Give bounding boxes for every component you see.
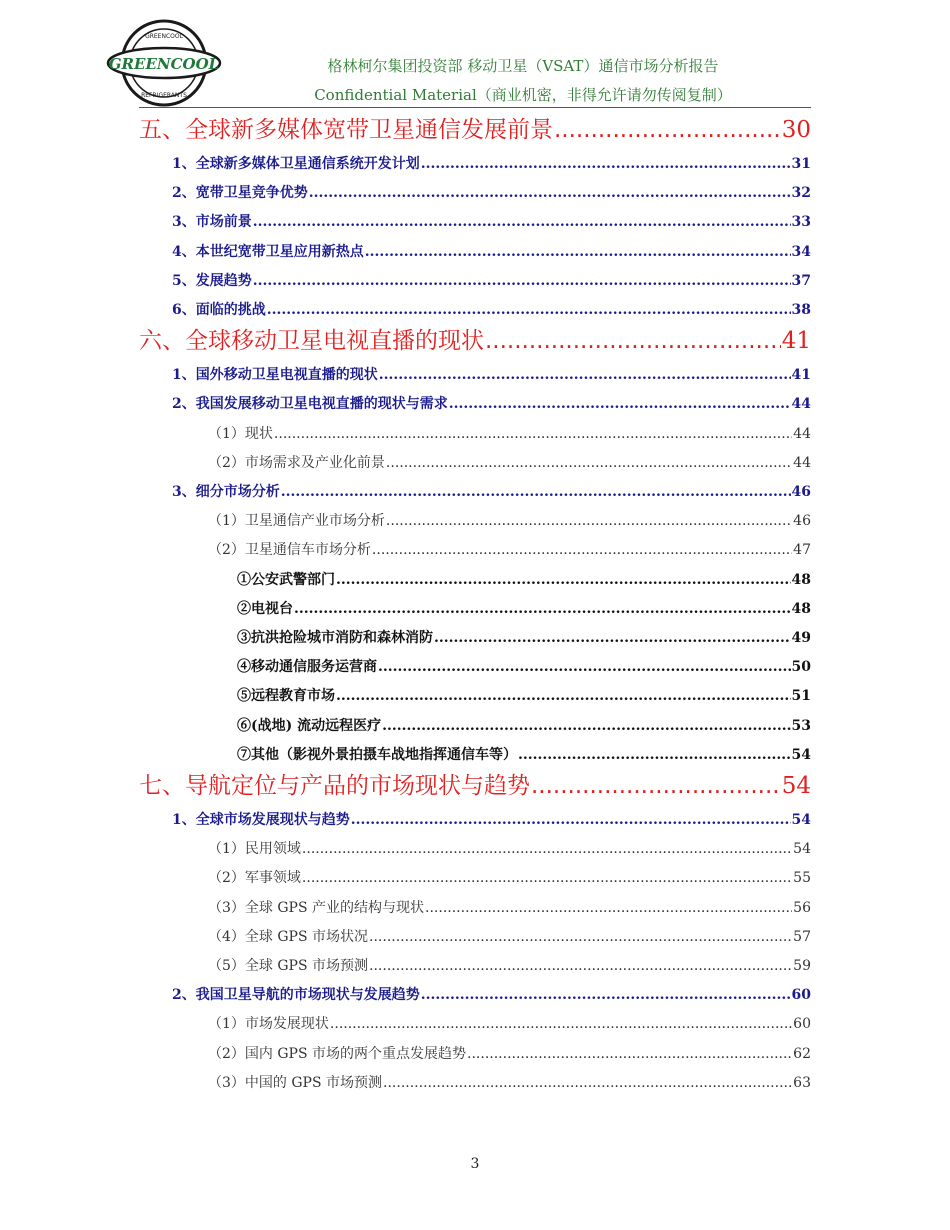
toc-entry-title: （1）市场发展现状 bbox=[208, 1016, 329, 1033]
toc-leader-dots bbox=[274, 423, 792, 445]
page-number: 3 bbox=[470, 1156, 480, 1172]
toc-entry-page: 32 bbox=[791, 185, 811, 202]
toc-entry-title: 1、全球新多媒体卫星通信系统开发计划 bbox=[172, 156, 420, 172]
toc-entry-title: 3、细分市场分析 bbox=[172, 484, 280, 500]
toc-leader-dots bbox=[351, 809, 791, 831]
toc-entry-page: 41 bbox=[781, 328, 811, 355]
toc-entry-level1[interactable] bbox=[139, 325, 811, 357]
toc-entry-page: 41 bbox=[791, 367, 811, 384]
toc-entry-page: 55 bbox=[793, 870, 811, 887]
toc-entry-level2[interactable] bbox=[172, 809, 811, 831]
toc-entry-title: 1、国外移动卫星电视直播的现状 bbox=[172, 367, 378, 384]
toc-entry-title: （5）全球 GPS 市场预测 bbox=[208, 958, 369, 974]
toc-entry-title: 七、导航定位与产品的市场现状与趋势 bbox=[139, 773, 530, 799]
toc-leader-dots bbox=[336, 685, 791, 707]
toc-entry-level2[interactable] bbox=[172, 299, 811, 321]
toc-entry-page: 56 bbox=[793, 899, 811, 916]
toc-entry-level3[interactable] bbox=[208, 452, 811, 474]
toc-entry-level2[interactable] bbox=[172, 182, 811, 204]
toc-leader-dots bbox=[467, 1043, 792, 1065]
toc-entry-level3[interactable] bbox=[208, 539, 811, 561]
toc-leader-dots bbox=[485, 325, 781, 357]
toc-entry-level4[interactable] bbox=[237, 656, 811, 678]
toc-entry-level4[interactable] bbox=[237, 598, 811, 620]
toc-entry-level1[interactable] bbox=[139, 770, 811, 802]
toc-entry-title: （1）现状 bbox=[208, 425, 273, 442]
toc-leader-dots bbox=[302, 867, 792, 889]
toc-entry-page: 51 bbox=[791, 688, 811, 705]
toc-entry-page: 31 bbox=[791, 156, 811, 172]
toc-entry-page: 54 bbox=[791, 746, 811, 763]
toc-entry-title: 1、全球市场发展现状与趋势 bbox=[172, 812, 350, 828]
toc-entry-level3[interactable] bbox=[208, 838, 811, 860]
toc-entry-title: （1）民用领域 bbox=[208, 841, 301, 858]
toc-leader-dots bbox=[281, 481, 791, 503]
toc-entry-page: 54 bbox=[791, 812, 811, 828]
toc-entry-page: 38 bbox=[791, 302, 811, 318]
toc-leader-dots bbox=[309, 182, 791, 204]
toc-leader-dots bbox=[379, 364, 791, 386]
toc-entry-level4[interactable] bbox=[237, 685, 811, 707]
toc-entry-level3[interactable] bbox=[208, 955, 811, 977]
toc-entry-title: 4、本世纪宽带卫星应用新热点 bbox=[172, 243, 364, 260]
toc-entry-title: ①公安武警部门 bbox=[237, 571, 335, 588]
toc-leader-dots bbox=[449, 393, 791, 415]
toc-entry-title: ②电视台 bbox=[237, 600, 293, 617]
toc-leader-dots bbox=[294, 598, 791, 620]
toc-entry-level3[interactable] bbox=[208, 1072, 811, 1094]
toc-entry-title: ⑤远程教育市场 bbox=[237, 688, 335, 705]
logo-ring-bottom: REFRIGERANTS bbox=[141, 92, 187, 99]
toc-entry-page: 60 bbox=[793, 1016, 811, 1033]
toc-leader-dots bbox=[421, 984, 791, 1006]
toc-entry-title: 六、全球移动卫星电视直播的现状 bbox=[139, 328, 484, 355]
toc-leader-dots bbox=[386, 452, 792, 474]
toc-leader-dots bbox=[383, 1072, 792, 1094]
toc-entry-page: 44 bbox=[791, 396, 811, 413]
toc-entry-level3[interactable] bbox=[208, 1013, 811, 1035]
toc-entry-page: 33 bbox=[791, 214, 811, 231]
toc-entry-title: （3）全球 GPS 产业的结构与现状 bbox=[208, 899, 425, 916]
toc-entry-page: 50 bbox=[791, 659, 811, 676]
toc-entry-level2[interactable] bbox=[172, 270, 811, 292]
toc-entry-page: 47 bbox=[793, 542, 811, 559]
toc-entry-page: 37 bbox=[791, 272, 811, 289]
toc-entry-title: （4）全球 GPS 市场状况 bbox=[208, 928, 369, 945]
toc-leader-dots bbox=[330, 1013, 792, 1035]
header-titles bbox=[235, 56, 811, 105]
toc-entry-level2[interactable] bbox=[172, 211, 811, 233]
toc-entry-level3[interactable] bbox=[208, 867, 811, 889]
logo-wordmark: GREENCOOL bbox=[108, 55, 220, 73]
toc-entry-level2[interactable] bbox=[172, 364, 811, 386]
toc-entry-title: 2、宽带卫星竞争优势 bbox=[172, 185, 308, 202]
toc-entry-title: ⑦其他（影视外景拍摄车战地指挥通信车等） bbox=[237, 746, 517, 763]
toc-leader-dots bbox=[382, 715, 790, 737]
toc-entry-title: （2）国内 GPS 市场的两个重点发展趋势 bbox=[208, 1045, 467, 1062]
toc-entry-page: 48 bbox=[791, 600, 811, 617]
toc-leader-dots bbox=[518, 744, 791, 766]
toc-leader-dots bbox=[267, 299, 791, 321]
toc-entry-level2[interactable] bbox=[172, 153, 811, 175]
toc-leader-dots bbox=[425, 897, 792, 919]
toc-leader-dots bbox=[386, 510, 792, 532]
toc-entry-level3[interactable] bbox=[208, 510, 811, 532]
toc-entry-title: （2）卫星通信车市场分析 bbox=[208, 542, 371, 559]
toc-leader-dots bbox=[302, 838, 792, 860]
toc-entry-title: ⑥(战地) 流动远程医疗 bbox=[237, 717, 382, 734]
toc-entry-title: 2、我国发展移动卫星电视直播的现状与需求 bbox=[172, 396, 448, 413]
logo-ring-top: GREENCOOL bbox=[145, 33, 183, 40]
toc-entry-level2[interactable] bbox=[172, 393, 811, 415]
toc-entry-page: 34 bbox=[791, 243, 811, 260]
toc-entry-page: 46 bbox=[791, 484, 811, 500]
toc-entry-title: ③抗洪抢险城市消防和森林消防 bbox=[237, 630, 433, 646]
toc-entry-page: 49 bbox=[791, 630, 811, 646]
toc-entry-level3[interactable] bbox=[208, 1043, 811, 1065]
toc-entry-page: 44 bbox=[793, 425, 811, 442]
toc-entry-level2[interactable] bbox=[172, 241, 811, 263]
toc-entry-title: （3）中国的 GPS 市场预测 bbox=[208, 1074, 383, 1091]
toc-leader-dots bbox=[369, 955, 792, 977]
toc-leader-dots bbox=[372, 539, 792, 561]
toc-entry-page: 62 bbox=[793, 1045, 811, 1062]
toc-leader-dots bbox=[378, 656, 791, 678]
toc-leader-dots bbox=[531, 770, 781, 802]
toc-entry-level3[interactable] bbox=[208, 897, 811, 919]
toc-entry-title: （1）卫星通信产业市场分析 bbox=[208, 513, 385, 530]
toc-entry-page: 57 bbox=[793, 928, 811, 945]
toc-entry-level4[interactable] bbox=[237, 715, 811, 737]
toc-leader-dots bbox=[369, 926, 792, 948]
toc-leader-dots bbox=[253, 270, 791, 292]
toc-entry-title: （2）军事领域 bbox=[208, 870, 301, 887]
header-title: 格林柯尔集团投资部 移动卫星（VSAT）通信市场分析报告 bbox=[327, 57, 719, 75]
toc-entry-page: 54 bbox=[793, 841, 811, 858]
toc-entry-level1[interactable] bbox=[139, 114, 811, 146]
toc-entry-level4[interactable] bbox=[237, 744, 811, 766]
toc-entry-title: ④移动通信服务运营商 bbox=[237, 659, 377, 676]
toc-entry-title: （2）市场需求及产业化前景 bbox=[208, 454, 385, 471]
toc-entry-page: 48 bbox=[791, 571, 811, 588]
toc-leader-dots bbox=[421, 153, 791, 175]
toc-entry-page: 63 bbox=[793, 1074, 811, 1091]
toc-entry-page: 30 bbox=[781, 117, 811, 143]
greencool-logo bbox=[105, 18, 223, 108]
header-confidential: Confidential Material（商业机密，非得允许请勿传阅复制） bbox=[314, 86, 732, 104]
toc-entry-title: 2、我国卫星导航的市场现状与发展趋势 bbox=[172, 987, 420, 1004]
toc-leader-dots bbox=[434, 627, 791, 649]
toc-leader-dots bbox=[253, 211, 791, 233]
toc-entry-level3[interactable] bbox=[208, 926, 811, 948]
toc-entry-level2[interactable] bbox=[172, 984, 811, 1006]
toc-entry-page: 53 bbox=[791, 717, 811, 734]
toc-leader-dots bbox=[336, 569, 791, 591]
header-divider bbox=[139, 107, 811, 108]
toc-entry-level2[interactable] bbox=[172, 481, 811, 503]
toc-entry-page: 59 bbox=[793, 958, 811, 974]
toc-entry-title: 3、市场前景 bbox=[172, 214, 252, 231]
toc-entry-page: 60 bbox=[791, 987, 811, 1004]
toc-leader-dots bbox=[554, 114, 781, 146]
toc-entry-level4[interactable] bbox=[237, 627, 811, 649]
page-header bbox=[105, 18, 811, 108]
toc-entry-title: 五、全球新多媒体宽带卫星通信发展前景 bbox=[139, 117, 553, 143]
toc-entry-level3[interactable] bbox=[208, 423, 811, 445]
toc-entry-level4[interactable] bbox=[237, 569, 811, 591]
toc-entry-page: 46 bbox=[793, 513, 811, 530]
toc-entry-title: 6、面临的挑战 bbox=[172, 302, 266, 318]
toc-entry-page: 44 bbox=[793, 454, 811, 471]
toc-leader-dots bbox=[365, 241, 791, 263]
toc-entry-page: 54 bbox=[781, 773, 811, 799]
toc-entry-title: 5、发展趋势 bbox=[172, 272, 252, 289]
